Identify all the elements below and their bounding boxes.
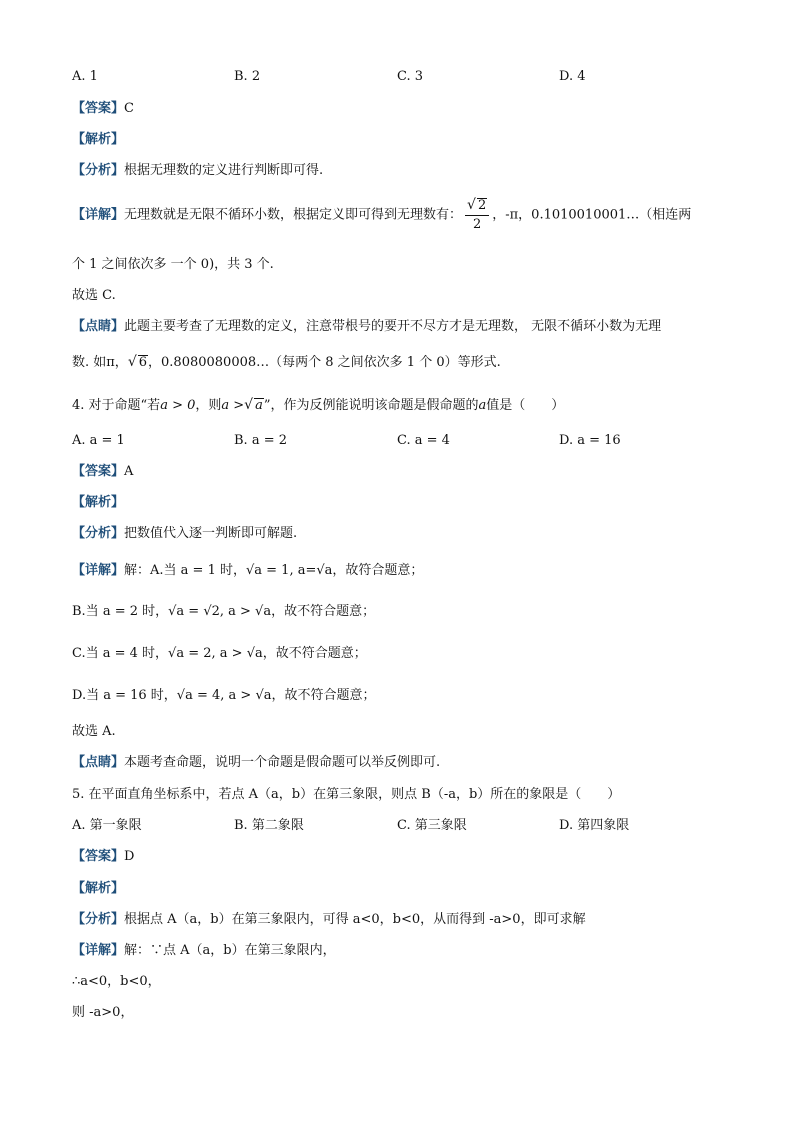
q4-case-d: D.当 a = 16 时，√a = 4, a > √a，故不符合题意； (72, 688, 376, 703)
q4-case-c: C.当 a = 4 时，√a = 2, a > √a，故不符合题意； (72, 646, 367, 661)
q4-conclusion: 故选 A. (72, 724, 116, 739)
sqrt2-over-2-fraction: $\frac{√ 2}{2}$ (465, 196, 489, 234)
q4-condition: a > 0 (160, 398, 196, 413)
q4-case-b: B.当 a = 2 时，√a = √2, a > √a，故不符合题意； (72, 604, 376, 619)
q4-option-d: D. a = 16 (559, 433, 621, 448)
answer-value: C (124, 101, 134, 116)
q4-analysis-heading (72, 494, 124, 512)
fenxi-text: 根据无理数的定义进行判断即可得. (124, 163, 324, 178)
answer-value: D (124, 849, 135, 864)
q4-option-a: A. a = 1 (72, 433, 125, 448)
dianjing-tag: 【点睛】 (72, 755, 125, 770)
answer-tag: 【答案】 (72, 464, 125, 479)
q5-xiangjie-line1 (72, 942, 336, 960)
q4-stem-part: 值是（ ） (486, 398, 565, 413)
fenxi-tag: 【分析】 (72, 163, 125, 178)
q5-answer (72, 848, 134, 866)
dianjing-tag: 【点睛】 (72, 319, 125, 334)
fenxi-text: 把数值代入逐一判断即可解题. (124, 526, 298, 541)
q5-fenxi (72, 911, 586, 929)
xiangjie-tag: 【详解】 (72, 563, 125, 578)
analysis-tag: 【解析】 (72, 495, 125, 510)
q5-xiangjie-line2: ∴a<0，b<0， (72, 974, 161, 989)
case-a-text: 解：A.当 a = 1 时，√a = 1, a=√a，故符合题意； (124, 563, 424, 578)
answer-tag: 【答案】 (72, 101, 125, 116)
q4-stem-part: 4. 对于命题“若 (72, 398, 161, 413)
answer-value: A (124, 464, 134, 479)
q4-dianjing (72, 754, 440, 772)
q4-stem-part: ，则 (195, 398, 222, 413)
dianjing-text-2b: ，0.8080080008…（每两个 8 之间依次多 1 个 0）等形式. (148, 355, 501, 370)
xiangjie-text-1b: ，‐π，0.1010010001…（相连两 (492, 207, 692, 223)
q3-dianjing-line1 (72, 318, 661, 336)
q4-option-b: B. a = 2 (234, 433, 287, 448)
q4-stem-part: ”，作为反例能说明该命题是假命题的 (263, 398, 479, 413)
q5-option-a: A. 第一象限 (72, 818, 142, 833)
q3-dianjing-line2: 数. 如π，√ 6，0.8080080008…（每两个 8 之间依次多 1 个 0）等形式. (72, 354, 501, 370)
dianjing-text: 本题考查命题，说明一个命题是假命题可以举反例即可. (124, 755, 441, 770)
q3-conclusion: 故选 C. (72, 288, 116, 303)
q3-fenxi (72, 162, 323, 180)
fraction-denominator: 2 (472, 217, 482, 232)
q3-xiangjie-line1 (72, 196, 691, 234)
fenxi-text: 根据点 A（a，b）在第三象限内，可得 a<0，b<0，从而得到 ‐a>0，即可求解 (124, 912, 586, 927)
xiangjie-text-1: 无理数就是无限不循环小数，根据定义即可得到无理数有： (124, 207, 463, 223)
q4-option-c: C. a = 4 (397, 433, 450, 448)
q5-analysis-heading (72, 880, 124, 898)
q5-option-d: D. 第四象限 (559, 818, 630, 833)
q4-conclusion-expr: a > (221, 398, 245, 413)
q3-option-b: B. 2 (234, 69, 261, 84)
answer-tag: 【答案】 (72, 849, 125, 864)
q5-stem: 5. 在平面直角坐标系中，若点 A（a，b）在第三象限，则点 B（‐a，b）所在的象限是（ ） (72, 787, 621, 802)
q5-xiangjie-line3: 则 ‐a>0， (72, 1005, 134, 1020)
q4-answer (72, 463, 133, 481)
q5-option-b: B. 第二象限 (234, 818, 304, 833)
analysis-tag: 【解析】 (72, 132, 125, 147)
q3-xiangjie-line2: 个 1 之间依次多 一个 0)，共 3 个. (72, 257, 274, 272)
q3-answer (72, 100, 134, 118)
q3-option-c: C. 3 (397, 69, 424, 84)
q4-sqrt-a: a (255, 398, 263, 413)
q4-fenxi (72, 525, 297, 543)
q4-case-a (72, 562, 423, 580)
q3-analysis-heading (72, 131, 124, 149)
q3-option-d: D. 4 (559, 69, 586, 84)
dianjing-text-1: 此题主要考查了无理数的定义，注意带根号的要开不尽方才是无理数， 无限不循环小数为无理 (124, 319, 662, 334)
q3-option-a: A. 1 (72, 69, 98, 84)
fenxi-tag: 【分析】 (72, 526, 125, 541)
fenxi-tag: 【分析】 (72, 912, 125, 927)
q4-var: a (478, 398, 487, 413)
xiangjie-tag: 【详解】 (72, 207, 125, 223)
sqrt6: 6 (138, 355, 148, 370)
xiangjie-tag: 【详解】 (72, 943, 125, 958)
q4-stem: 4. 对于命题“若a > 0，则a >√ a”，作为反例能说明该命题是假命题的a值是（ ） (72, 397, 565, 413)
dianjing-text-2a: 数. 如π， (72, 355, 128, 370)
fraction-numerator: 2 (477, 198, 487, 213)
analysis-tag: 【解析】 (72, 881, 125, 896)
q5-option-c: C. 第三象限 (397, 818, 467, 833)
xiangjie-text-1: 解：∵点 A（a，b）在第三象限内， (124, 943, 336, 958)
